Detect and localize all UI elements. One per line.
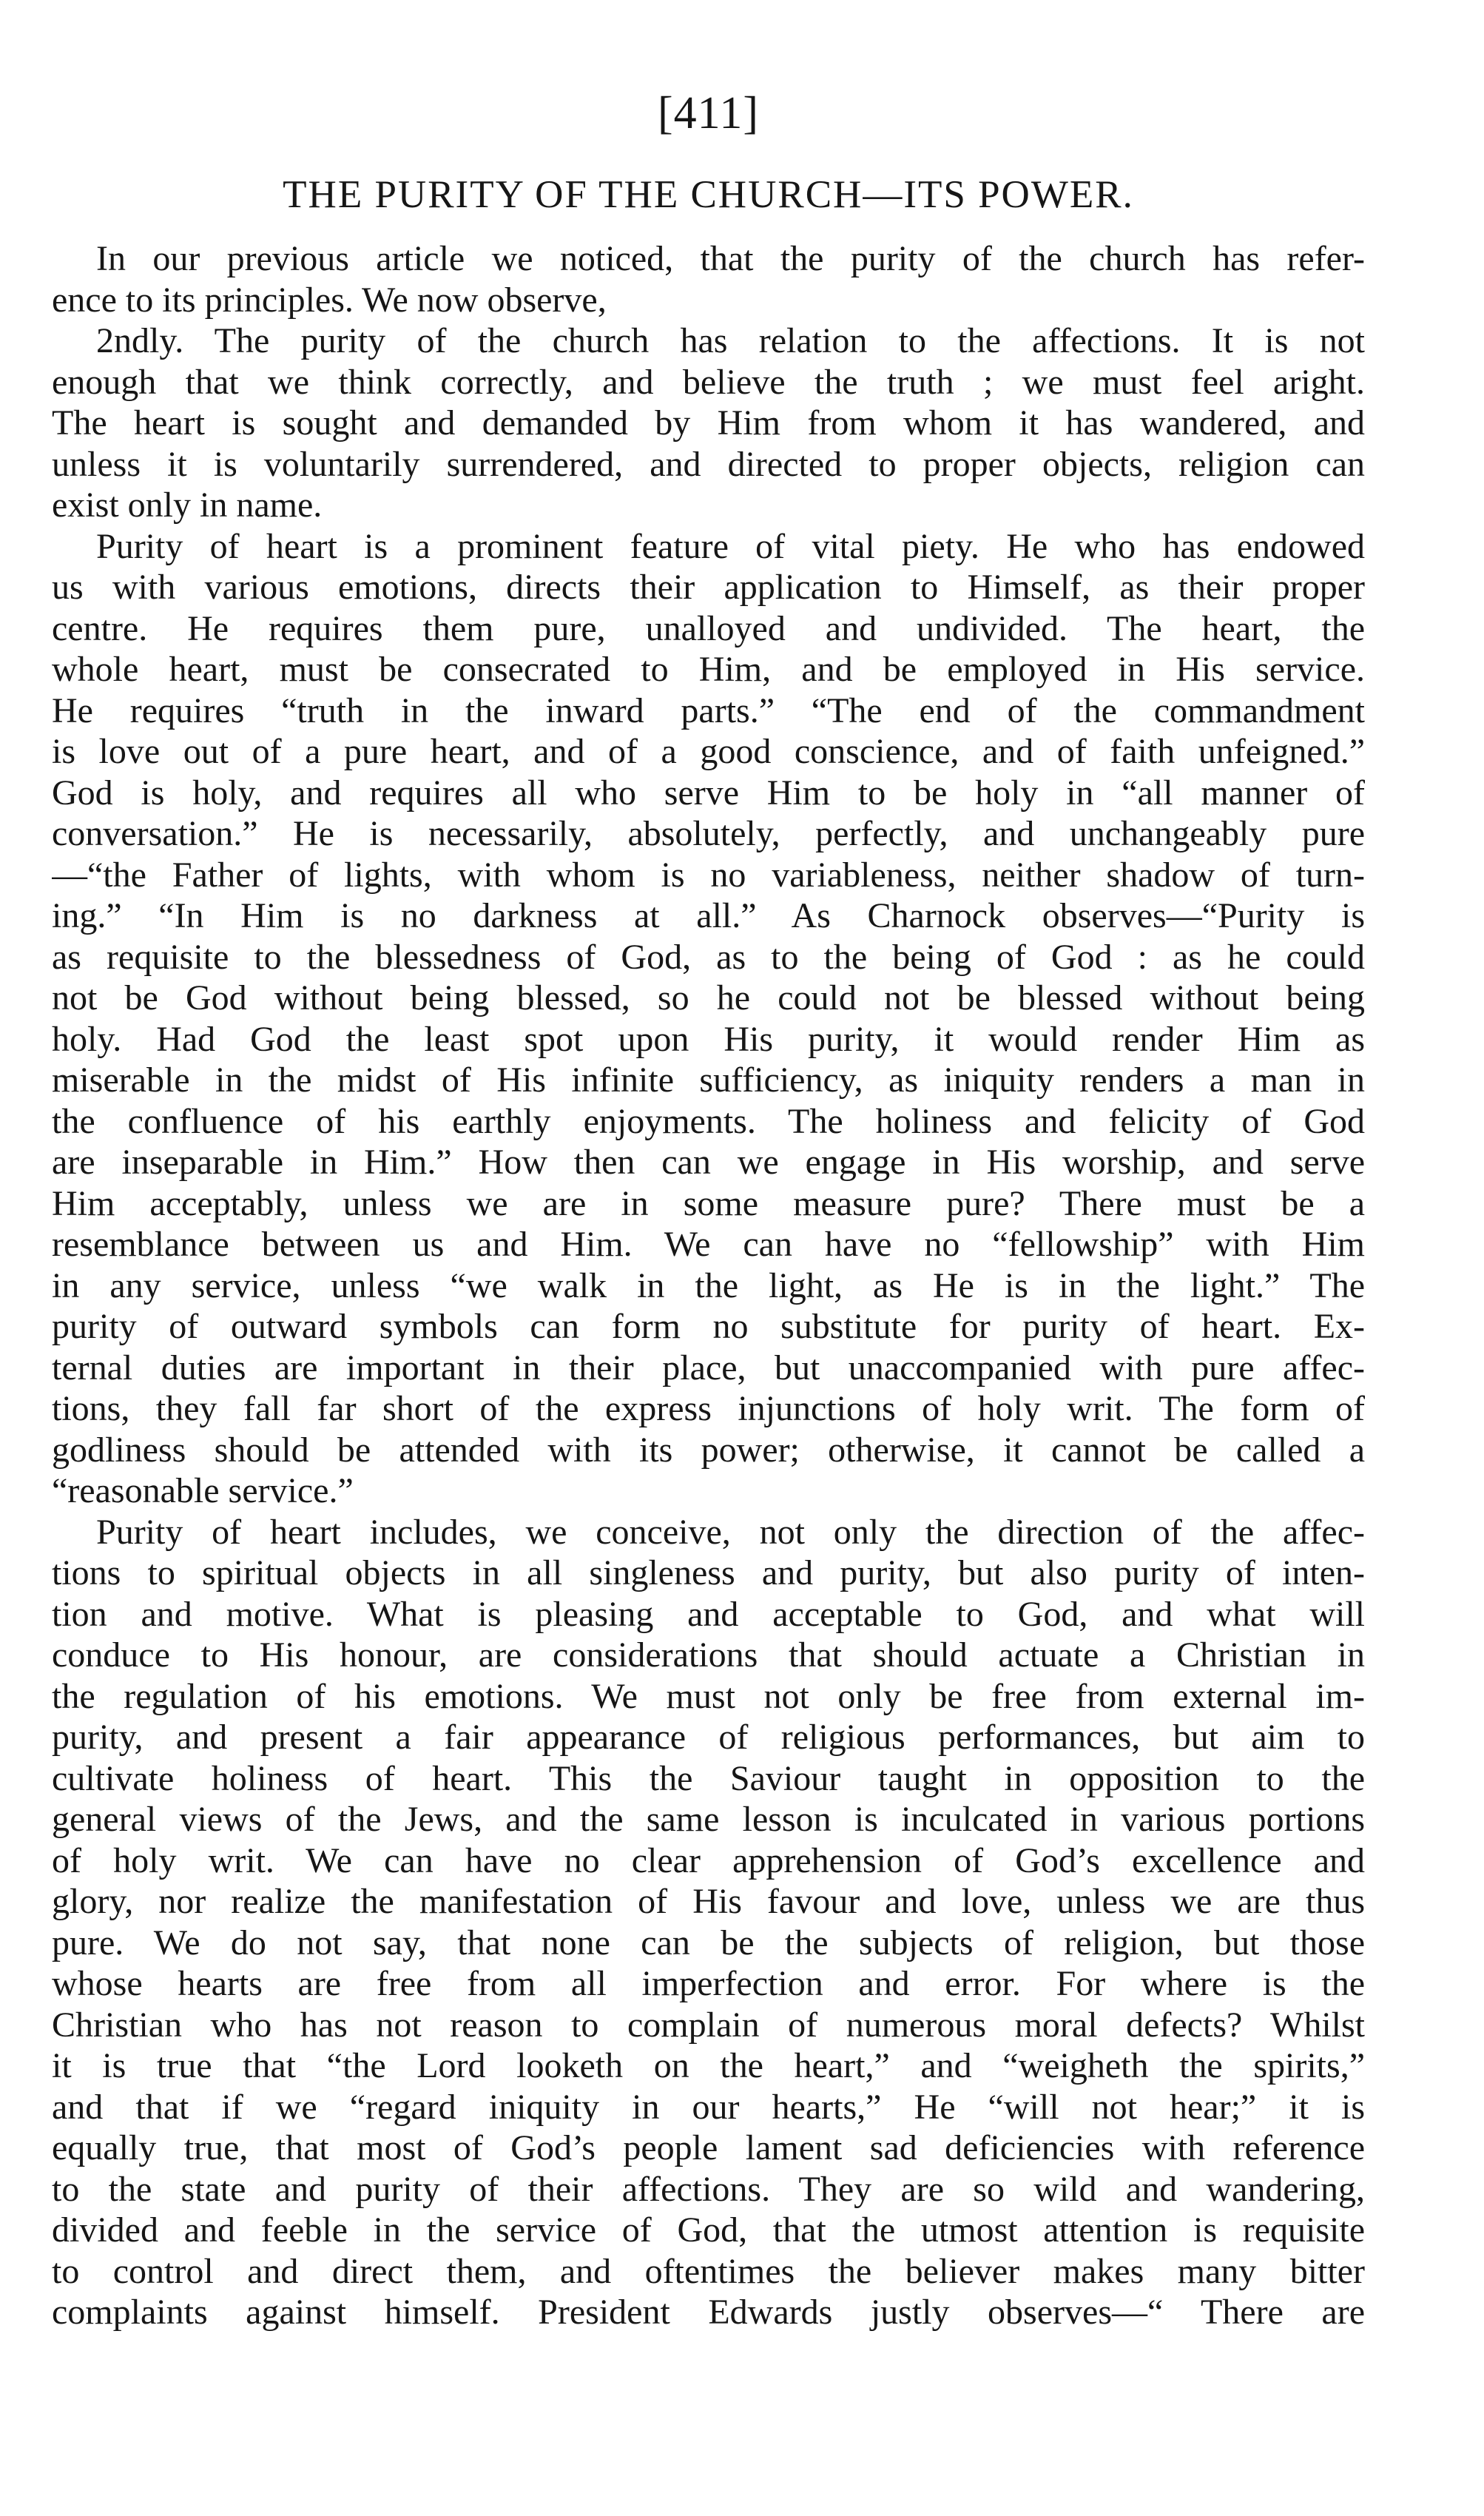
text-line: unless it is voluntarily surrendered, and directed to proper objects, religion can [52, 444, 1365, 484]
text-line: He requires “truth in the inward parts.” “The end of the commandment [52, 690, 1365, 730]
text-line: it is true that “the Lord looketh on the heart,” and “weigheth the spirits,” [52, 2046, 1365, 2085]
text-line: The heart is sought and demanded by Him from whom it has wandered, and [52, 403, 1365, 443]
text-line: divided and feeble in the service of God, that the utmost attention is requisite [52, 2210, 1365, 2250]
text-line: purity, and present a fair appearance of religious performances, but aim to [52, 1718, 1365, 1757]
text-line: In our previous article we noticed, that the purity of the church has refer- [96, 239, 1365, 278]
text-line: general views of the Jews, and the same lesson is inculcated in various portions [52, 1800, 1365, 1839]
text-line: tion and motive. What is pleasing and acceptable to God, and what will [52, 1594, 1365, 1634]
text-line: the confluence of his earthly enjoyments. The holiness and felicity of God [52, 1101, 1365, 1141]
page-number: [411] [658, 88, 759, 138]
text-line: “reasonable service.” [52, 1471, 354, 1510]
text-line: miserable in the midst of His infinite sufficiency, as iniquity renders a man in [52, 1060, 1365, 1100]
text-line: holy. Had God the least spot upon His purity, it would render Him as [52, 1019, 1365, 1059]
text-line: pure. We do not say, that none can be the subjects of religion, but those [52, 1923, 1365, 1962]
text-line: God is holy, and requires all who serve Him to be holy in “all manner of [52, 773, 1365, 813]
text-line: not be God without being blessed, so he could not be blessed without being [52, 978, 1365, 1018]
text-line: centre. He requires them pure, unalloyed and undivided. The heart, the [52, 608, 1365, 648]
text-line: tions to spiritual objects in all singleness and purity, but also purity of inten- [52, 1553, 1365, 1592]
text-line: 2ndly. The purity of the church has relation to the affections. It is not [96, 321, 1365, 360]
text-line: ing.” “In Him is no darkness at all.” As Charnock observes—“Purity is [52, 896, 1365, 935]
text-line: ence to its principles. We now observe, [52, 280, 607, 320]
text-line: cultivate holiness of heart. This the Saviour taught in opposition to the [52, 1758, 1365, 1798]
text-line: whole heart, must be consecrated to Him, and be employed in His service. [52, 650, 1365, 689]
text-line: purity of outward symbols can form no substitute for purity of heart. Ex- [52, 1307, 1365, 1346]
text-line: whose hearts are free from all imperfection and error. For where is the [52, 1964, 1365, 2003]
text-line: in any service, unless “we walk in the light, as He is in the light.” The [52, 1265, 1365, 1305]
text-line: Christian who has not reason to complain of numerous moral defects? Whilst [52, 2005, 1365, 2045]
text-line: us with various emotions, directs their application to Himself, as their proper [52, 568, 1365, 607]
text-line: exist only in name. [52, 485, 323, 525]
text-line: godliness should be attended with its power; otherwise, it cannot be called a [52, 1430, 1365, 1470]
document-page [52, 0, 1365, 2516]
text-line: of holy writ. We can have no clear apprehension of God’s excellence and [52, 1840, 1365, 1880]
text-line: glory, nor realize the manifestation of His favour and love, unless we are thus [52, 1882, 1365, 1921]
text-line: enough that we think correctly, and believe the truth ; we must feel aright. [52, 362, 1365, 402]
text-line: to control and direct them, and oftentimes the believer makes many bitter [52, 2251, 1365, 2291]
text-line: equally true, that most of God’s people lament sad deficiencies with reference [52, 2128, 1365, 2167]
text-line: conversation.” He is necessarily, absolutely, perfectly, and unchangeably pure [52, 814, 1365, 853]
text-line: is love out of a pure heart, and of a good conscience, and of faith unfeigned.” [52, 732, 1365, 771]
article-title: THE PURITY OF THE CHURCH—ITS POWER. [283, 173, 1134, 216]
text-line: and that if we “regard iniquity in our hearts,” He “will not hear;” it is [52, 2087, 1365, 2127]
text-line: ternal duties are important in their place, but unaccompanied with pure affec- [52, 1348, 1365, 1388]
text-line: the regulation of his emotions. We must not only be free from external im- [52, 1676, 1365, 1716]
text-line: are inseparable in Him.” How then can we engage in His worship, and serve [52, 1143, 1365, 1182]
text-line: Purity of heart includes, we conceive, not only the direction of the affec- [96, 1512, 1365, 1552]
text-line: —“the Father of lights, with whom is no variableness, neither shadow of turn- [52, 855, 1365, 895]
text-line: conduce to His honour, are considerations that should actuate a Christian in [52, 1635, 1365, 1675]
text-line: resemblance between us and Him. We can have no “fellowship” with Him [52, 1225, 1365, 1264]
text-line: to the state and purity of their affections. They are so wild and wandering, [52, 2169, 1365, 2209]
article-body [52, 238, 1365, 2333]
text-line: Purity of heart is a prominent feature of vital piety. He who has endowed [96, 526, 1365, 566]
text-line: complaints against himself. President Edwards justly observes—“ There are [52, 2293, 1365, 2332]
text-line: tions, they fall far short of the express injunctions of holy writ. The form of [52, 1389, 1365, 1428]
text-line: as requisite to the blessedness of God, as to the being of God : as he could [52, 937, 1365, 977]
text-line: Him acceptably, unless we are in some measure pure? There must be a [52, 1183, 1365, 1223]
